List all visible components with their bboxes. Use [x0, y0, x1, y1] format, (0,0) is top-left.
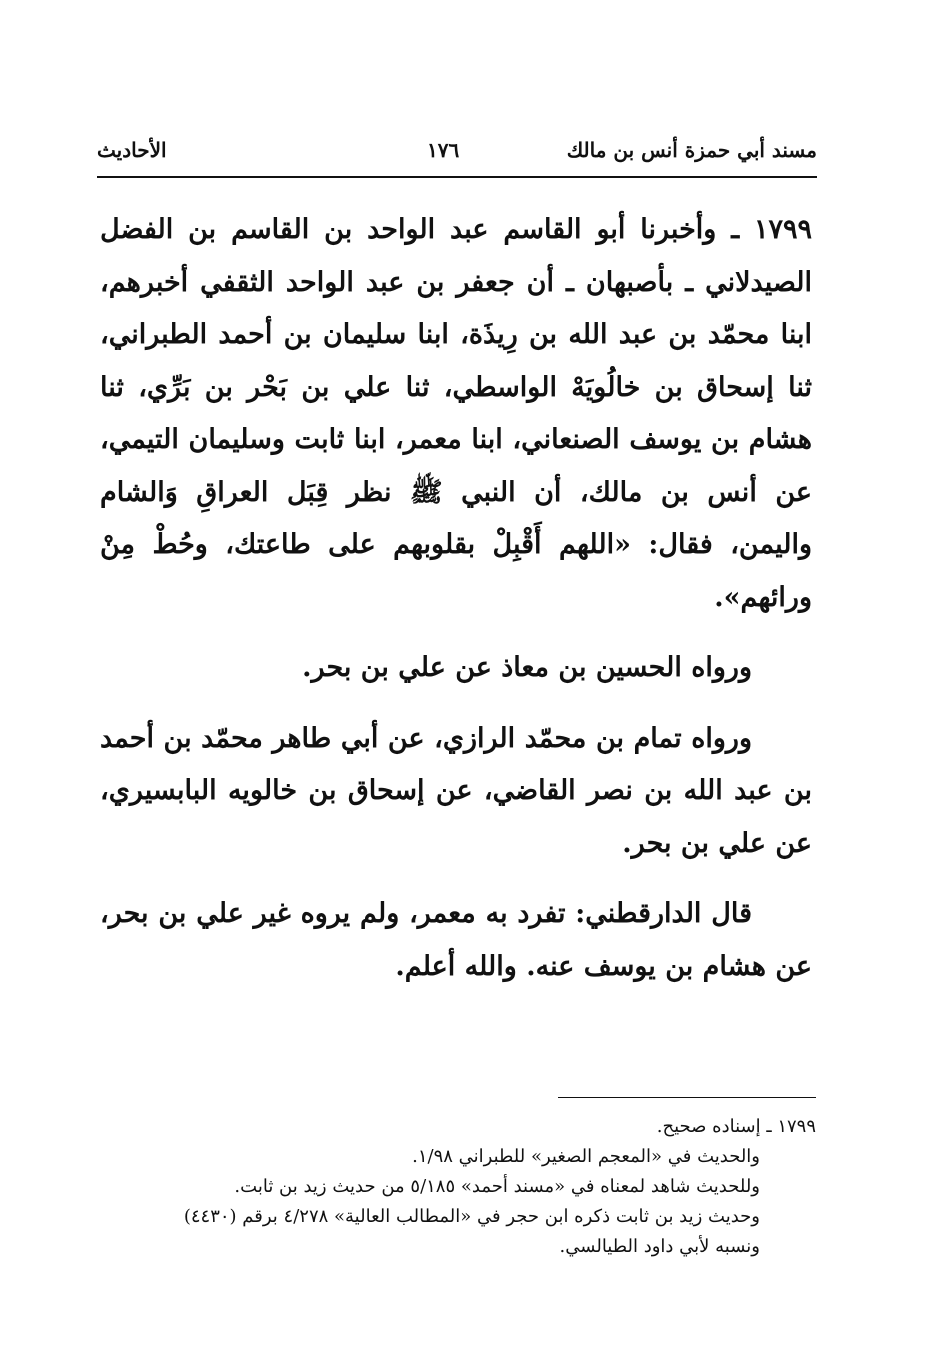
header-divider — [97, 176, 817, 178]
main-text — [100, 204, 812, 993]
footnote-line: ونسبه لأبي داود الطيالسي. — [559, 1236, 760, 1257]
footnote-line: وحديث زيد بن ثابت ذكره ابن حجر في «المطالب العالية» ٤/٢٧٨ برقم (٤٤٣٠) — [183, 1206, 760, 1227]
footnote-divider — [558, 1097, 816, 1098]
page-number: ١٧٦ — [427, 138, 460, 162]
hadith-paragraph: ١٧٩٩ ـ وأخبرنا أبو القاسم عبد الواحد بن القاسم بن الفضل الصيدلاني ـ بأصبهان ـ أن جعفر بن عبد الواحد الثقفي أخبرهم، ابنا محمّد بن عبد الله بن رِيذَة، ابنا سليمان بن أحمد الطبراني، ثنا إسحاق بن خالُويَهْ الواسطي، ثنا علي بن بَحْر بن بَرِّي، ثنا هشام بن يوسف الصنعاني، ابنا معمر، ابنا ثابت وسليمان التيمي، عن أنس بن مالك، أن النبي ﷺ نظر قِبَل العراقِ وَالشام واليمن، فقال: «اللهم أَقْبِلْ بقلوبهم على طاعتك، وحُطْ مِنْ ورائهم». — [100, 214, 812, 613]
narration-paragraph: ورواه تمام بن محمّد الرازي، عن أبي طاهر محمّد بن أحمد بن عبد الله بن نصر القاضي، عن إسحاق بن خالويه البابسيري، عن علي بن بحر. — [100, 722, 812, 859]
book-title: مسند أبي حمزة أنس بن مالك — [566, 138, 817, 162]
narration-paragraph: ورواه الحسين بن معاذ عن علي بن بحر. — [302, 652, 752, 683]
footnote-line: ١٧٩٩ ـ إسناده صحيح. — [656, 1116, 816, 1137]
footnotes — [100, 1112, 816, 1262]
commentary-paragraph: قال الدارقطني: تفرد به معمر، ولم يروه غير علي بن بحر، عن هشام بن يوسف عنه. والله أعلم. — [100, 898, 812, 982]
section-title: الأحاديث — [97, 138, 167, 162]
footnote-line: وللحديث شاهد لمعناه في «مسند أحمد» ٥/١٨٥ من حديث زيد بن ثابت. — [234, 1176, 760, 1197]
running-header — [97, 138, 817, 172]
footnote-line: والحديث في «المعجم الصغير» للطبراني ١/٩٨. — [412, 1146, 760, 1167]
